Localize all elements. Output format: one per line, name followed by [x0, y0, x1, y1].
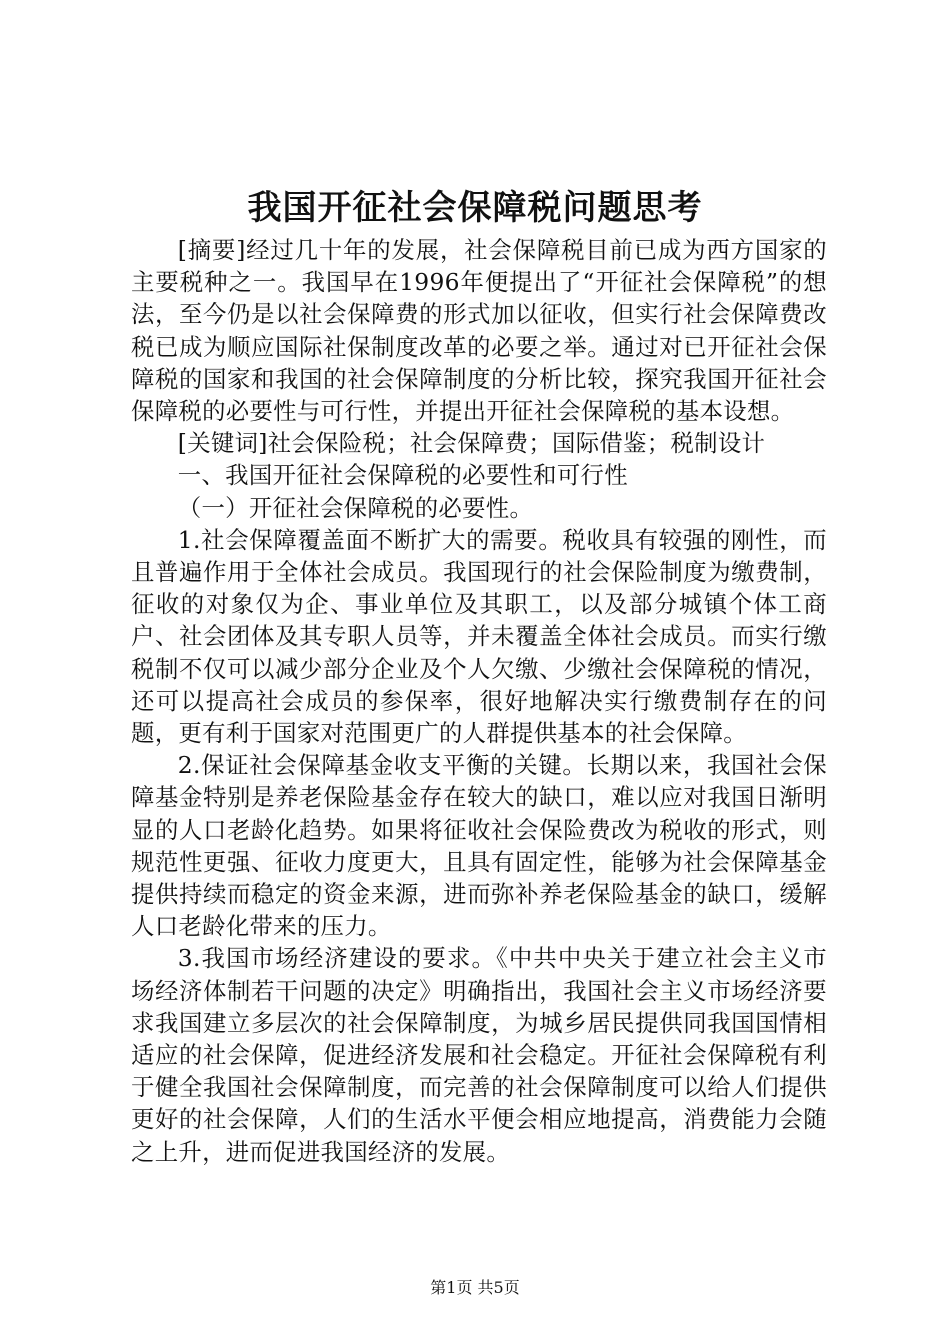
keywords-paragraph: [关键词]社会保险税；社会保障费；国际借鉴；税制设计 — [177, 429, 766, 458]
body-paragraph-3: 3.我国市场经济建设的要求。《中共中央关于建立社会主义市场经济体制若干问题的决定》明确指出，我国社会主义市场经济要求我国建立多层次的社会保障制度，为城乡居民提供同我国国情相适应的社会保障，促进经济发展和社会稳定。开征社会保障税有利于健全我国社会保障制度，而完善的社会保障制度可以给人们提供更好的社会保障，人们的生活水平便会相应地提高，消费能力会随之上升，进而促进我国经济的发展。 — [131, 944, 827, 1166]
page-title: 我国开征社会保障税问题思考 — [247, 188, 703, 228]
subsection-heading: （一）开征社会保障税的必要性。 — [177, 493, 534, 522]
section-heading: 一、我国开征社会保障税的必要性和可行性 — [177, 461, 628, 490]
page-number-footer: 第1页 共5页 — [430, 1278, 520, 1297]
body-paragraph-1: 1.社会保障覆盖面不断扩大的需要。税收具有较强的刚性，而且普遍作用于全体社会成员。我国现行的社会保险制度为缴费制，征收的对象仅为企、事业单位及其职工，以及部分城镇个体工商户、社会团体及其专职人员等，并未覆盖全体社会成员。而实行缴税制不仅可以减少部分企业及个人欠缴、少缴社会保障税的情况，还可以提高社会成员的参保率，很好地解决实行缴费制存在的问题，更有利于国家对范围更广的人群提供基本的社会保障。 — [131, 525, 827, 748]
body-paragraph-2: 2.保证社会保障基金收支平衡的关键。长期以来，我国社会保障基金特别是养老保险基金存在较大的缺口，难以应对我国日渐明显的人口老龄化趋势。如果将征收社会保险费改为税收的形式，则规范性更强、征收力度更大，且具有固定性，能够为社会保障基金提供持续而稳定的资金来源，进而弥补养老保险基金的缺口，缓解人口老龄化带来的压力。 — [131, 751, 827, 941]
abstract-paragraph: [摘要]经过几十年的发展，社会保障税目前已成为西方国家的主要税种之一。我国早在1996年便提出了“开征社会保障税”的想法，至今仍是以社会保障费的形式加以征收，但实行社会保障费改税已成为顺应国际社保制度改革的必要之举。通过对已开征社会保障税的国家和我国的社会保障制度的分析比较，探究我国开征社会保障税的必要性与可行性，并提出开征社会保障税的基本设想。 — [131, 236, 827, 426]
document-body — [131, 234, 827, 1168]
